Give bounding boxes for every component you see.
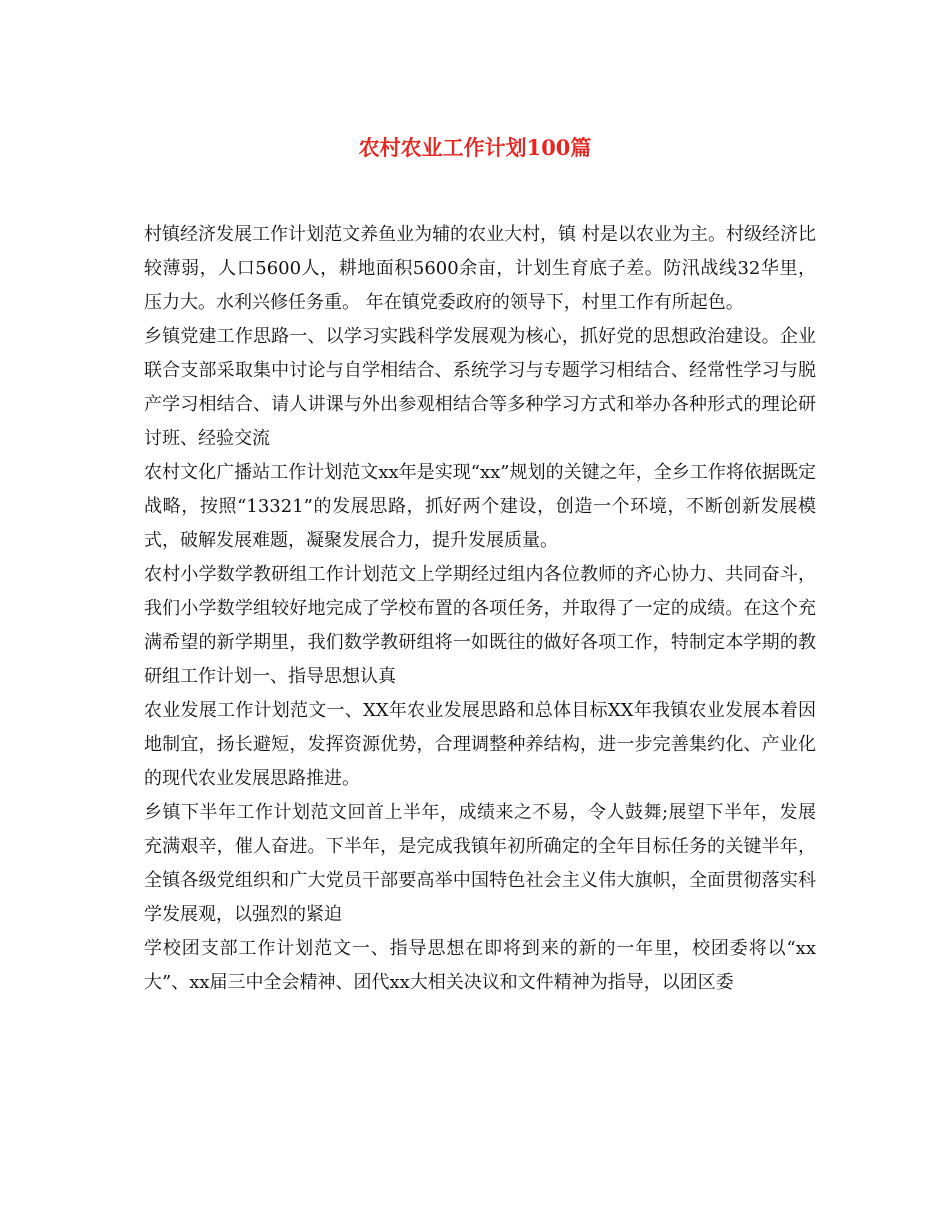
paragraph-2: 乡镇党建工作思路一、以学习实践科学发展观为核心，抓好党的思想政治建设。企业联合支部采取集中讨论与自学相结合、系统学习与专题学习相结合、经常性学习与脱产学习相结合、请人讲课与外出参观相结合等多种学习方式和举办各种形式的理论研讨班、经验交流 (144, 326, 816, 449)
paragraph-7: 学校团支部工作计划范文一、指导思想在即将到来的新的一年里，校团委将以“xx大”、xx届三中全会精神、团代xx大相关决议和文件精神为指导，以团区委 (144, 938, 816, 993)
paragraph-3: 农村文化广播站工作计划范文xx年是实现“xx”规划的关键之年，全乡工作将依据既定战略，按照“13321”的发展思路，抓好两个建设，创造一个环境，不断创新发展模式，破解发展难题，凝聚发展合力，提升发展质量。 (144, 462, 816, 551)
paragraph-1: 村镇经济发展工作计划范文养鱼业为辅的农业大村，镇 村是以农业为主。村级经济比较薄弱，人口5600人，耕地面积5600余亩，计划生育底子差。防汛战线32华里，压力大。水利兴修任务重。 年在镇党委政府的领导下，村里工作有所起色。 (144, 224, 816, 313)
paragraph-6: 乡镇下半年工作计划范文回首上半年，成绩来之不易，令人鼓舞;展望下半年，发展充满艰辛，催人奋进。下半年，是完成我镇年初所确定的全年目标任务的关键半年，全镇各级党组织和广大党员干部要高举中国特色社会主义伟大旗帜，全面贯彻落实科学发展观，以强烈的紧迫 (144, 802, 816, 925)
document-body (144, 218, 816, 1000)
paragraph-4: 农村小学数学教研组工作计划范文上学期经过组内各位教师的齐心协力、共同奋斗，我们小学数学组较好地完成了学校布置的各项任务，并取得了一定的成绩。在这个充满希望的新学期里，我们数学教研组将一如既往的做好各项工作，特制定本学期的教研组工作计划一、指导思想认真 (144, 564, 816, 687)
document-title: 农村农业工作计划100篇 (358, 135, 592, 160)
paragraph-5: 农业发展工作计划范文一、XX年农业发展思路和总体目标XX年我镇农业发展本着因地制宜，扬长避短，发挥资源优势，合理调整种养结构，进一步完善集约化、产业化的现代农业发展思路推进。 (144, 700, 816, 789)
